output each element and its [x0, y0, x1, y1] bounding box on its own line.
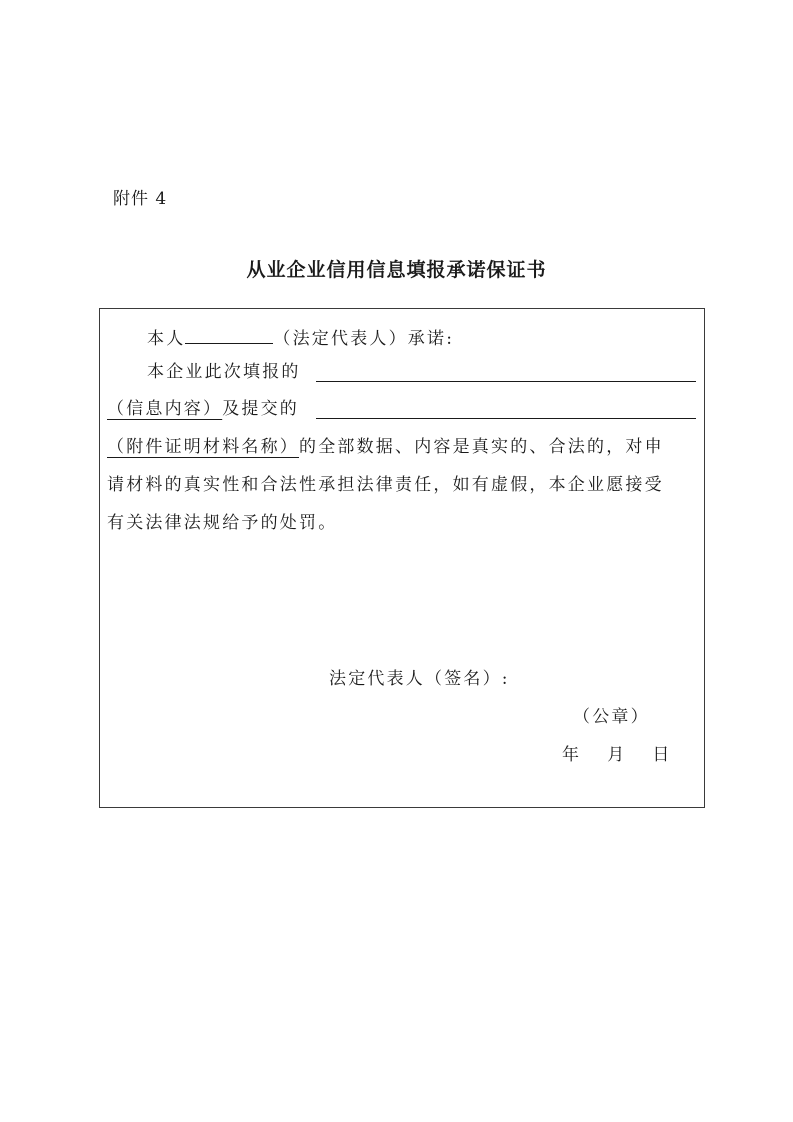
seal-label: （公章） [573, 707, 650, 727]
representative-label: 法定代表人（签名）: [329, 669, 510, 689]
attachment-label: 附件 4 [113, 189, 168, 209]
name-blank[interactable] [185, 325, 273, 344]
line6-text: 有关法律法规给予的处罚。 [107, 513, 338, 533]
commitment-line-5 [107, 474, 664, 496]
commitment-line-3 [107, 398, 299, 420]
submission-blank[interactable] [316, 418, 696, 419]
official-seal-label [573, 706, 650, 728]
commitment-line-6 [107, 512, 337, 534]
info-content-blank[interactable] [316, 381, 696, 382]
commitment-line-1 [147, 325, 454, 350]
line2-prefix: 本企业此次填报的 [147, 362, 301, 382]
line3-suffix: 及提交的 [222, 399, 300, 419]
day-label: 日 [652, 745, 672, 765]
line5-text: 请材料的真实性和合法性承担法律责任，如有虚假，本企业愿接受 [107, 475, 664, 495]
line1-prefix: 本人 [147, 329, 186, 349]
year-label: 年 [562, 745, 582, 765]
document-title: 从业企业信用信息填报承诺保证书 [246, 259, 547, 281]
info-content-label: （信息内容） [107, 399, 223, 419]
date-line [562, 744, 672, 766]
line1-suffix: （法定代表人）承诺: [273, 329, 455, 349]
commitment-line-4 [107, 436, 664, 458]
attachment-material-label: （附件证明材料名称） [107, 437, 299, 457]
month-label: 月 [607, 745, 627, 765]
line4-suffix: 的全部数据、内容是真实的、合法的，对申 [299, 437, 664, 457]
representative-signature-label [329, 668, 510, 690]
commitment-box [99, 308, 705, 808]
commitment-line-2 [147, 361, 301, 383]
